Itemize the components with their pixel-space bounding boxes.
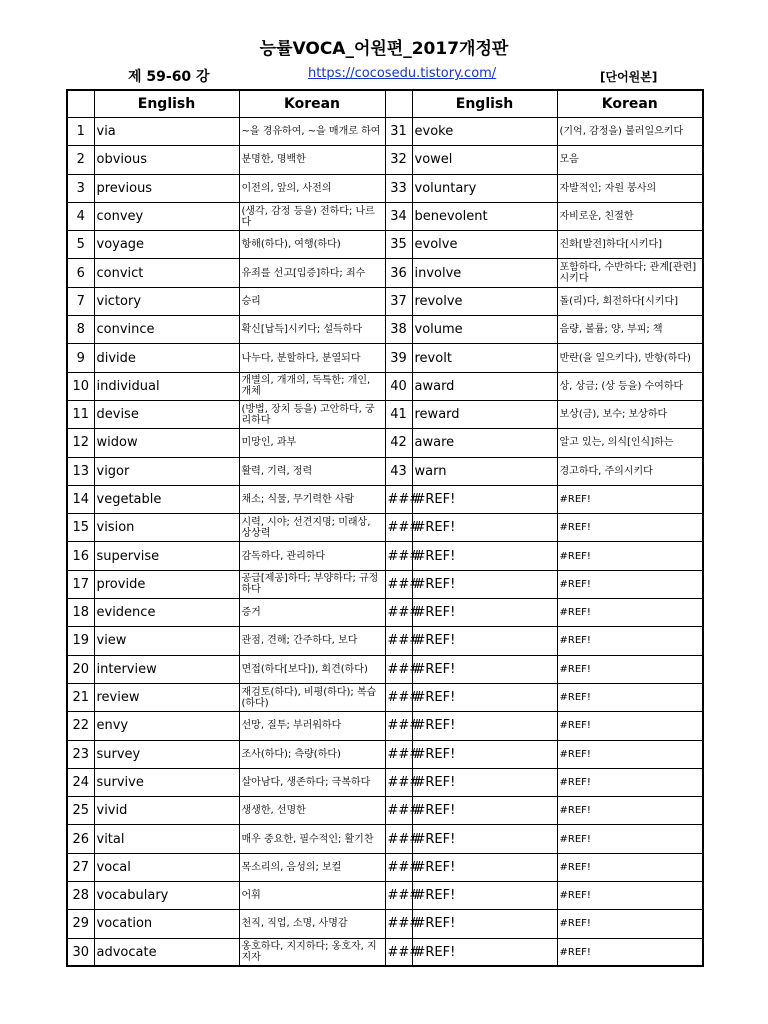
english-word: review [94,683,239,711]
header-korean-right: Korean [557,90,703,118]
row-number: 9 [67,344,94,372]
english-word: #REF! [412,768,557,796]
table-row [67,655,703,683]
korean-meaning: 재검토(하다), 비평(하다); 복습(하다) [239,683,385,711]
table-row [67,740,703,768]
english-word: revolt [412,344,557,372]
korean-meaning: #REF! [557,570,703,598]
table-row [67,853,703,881]
row-number: 32 [385,146,412,174]
row-number: 27 [67,853,94,881]
korean-meaning: 개별의, 개개의, 독특한; 개인, 개체 [239,372,385,400]
korean-meaning: 관점, 견해; 간주하다, 보다 [239,627,385,655]
blog-link[interactable]: https://cocosedu.tistory.com/ [308,66,497,81]
korean-meaning: 승리 [239,287,385,315]
english-word: vigor [94,457,239,485]
row-number: 37 [385,287,412,315]
korean-meaning: ~을 경유하여, ~을 매개로 하여 [239,118,385,146]
row-number: 38 [385,316,412,344]
table-row [67,118,703,146]
row-number: 25 [67,797,94,825]
row-number: 23 [67,740,94,768]
row-number: 11 [67,400,94,428]
row-number: 29 [67,910,94,938]
korean-meaning: 선망, 질투; 부러워하다 [239,712,385,740]
row-number: 13 [67,457,94,485]
row-number: 26 [67,825,94,853]
english-word: envy [94,712,239,740]
english-word: view [94,627,239,655]
row-number: 39 [385,344,412,372]
english-word: evoke [412,118,557,146]
korean-meaning: 증거 [239,599,385,627]
korean-meaning: 목소리의, 음성의; 보컬 [239,853,385,881]
korean-meaning: 시력, 시야; 선견지명; 미래상, 상상력 [239,514,385,542]
korean-meaning: #REF! [557,599,703,627]
row-number: ### [385,910,412,938]
english-word: divide [94,344,239,372]
korean-meaning: #REF! [557,712,703,740]
table-row [67,316,703,344]
korean-meaning: #REF! [557,938,703,966]
header-korean-left: Korean [239,90,385,118]
english-word: convey [94,202,239,230]
english-word: revolve [412,287,557,315]
korean-meaning: 유죄를 선고[입증]하다; 죄수 [239,259,385,287]
english-word: volume [412,316,557,344]
row-number: 36 [385,259,412,287]
row-number: ### [385,627,412,655]
row-number: ### [385,712,412,740]
english-word: vegetable [94,485,239,513]
table-row [67,712,703,740]
page-title: 능률VOCA_어원편_2017개정판 [259,39,509,59]
english-word: #REF! [412,570,557,598]
korean-meaning: 나누다, 분할하다, 분열되다 [239,344,385,372]
korean-meaning: #REF! [557,740,703,768]
english-word: #REF! [412,797,557,825]
header-english-left: English [94,90,239,118]
header-num-right [385,90,412,118]
row-number: 3 [67,174,94,202]
row-number: 15 [67,514,94,542]
table-row [67,372,703,400]
korean-meaning: 어휘 [239,882,385,910]
korean-meaning: #REF! [557,627,703,655]
english-word: #REF! [412,655,557,683]
korean-meaning: 돌(리)다, 회전하다[시키다] [557,287,703,315]
table-row [67,570,703,598]
row-number: 1 [67,118,94,146]
row-number: ### [385,740,412,768]
table-row [67,910,703,938]
row-number: ### [385,683,412,711]
row-number: ### [385,882,412,910]
english-word: #REF! [412,910,557,938]
row-number: ### [385,570,412,598]
korean-meaning: 활력, 기력, 정력 [239,457,385,485]
table-row [67,797,703,825]
row-number: ### [385,514,412,542]
english-word: vocabulary [94,882,239,910]
row-number: 22 [67,712,94,740]
english-word: interview [94,655,239,683]
row-number: ### [385,768,412,796]
korean-meaning: #REF! [557,910,703,938]
english-word: vocation [94,910,239,938]
english-word: individual [94,372,239,400]
english-word: victory [94,287,239,315]
english-word: #REF! [412,599,557,627]
english-word: #REF! [412,825,557,853]
korean-meaning: 면접(하다[보다]), 회견(하다) [239,655,385,683]
row-number: 30 [67,938,94,966]
korean-meaning: 생생한, 선명한 [239,797,385,825]
english-word: devise [94,400,239,428]
english-word: vowel [412,146,557,174]
korean-meaning: #REF! [557,853,703,881]
english-word: evolve [412,231,557,259]
english-word: evidence [94,599,239,627]
row-number: 12 [67,429,94,457]
english-word: convince [94,316,239,344]
row-number: 43 [385,457,412,485]
korean-meaning: #REF! [557,683,703,711]
english-word: provide [94,570,239,598]
table-row [67,599,703,627]
korean-meaning: 경고하다, 주의시키다 [557,457,703,485]
korean-meaning: 음량, 볼륨; 양, 부피; 책 [557,316,703,344]
korean-meaning: #REF! [557,485,703,513]
row-number: ### [385,655,412,683]
korean-meaning: (방법, 장치 등을) 고안하다, 궁리하다 [239,400,385,428]
table-row [67,825,703,853]
korean-meaning: 모음 [557,146,703,174]
row-number: 34 [385,202,412,230]
korean-meaning: #REF! [557,655,703,683]
row-number: 42 [385,429,412,457]
korean-meaning: 진화[발전]하다[시키다] [557,231,703,259]
english-word: #REF! [412,740,557,768]
header-english-right: English [412,90,557,118]
english-word: vocal [94,853,239,881]
korean-meaning: 미망인, 과부 [239,429,385,457]
korean-meaning: 조사(하다); 측량(하다) [239,740,385,768]
korean-meaning: 살아남다, 생존하다; 극복하다 [239,768,385,796]
table-row [67,202,703,230]
korean-meaning: (기억, 감정을) 불러일으키다 [557,118,703,146]
korean-meaning: 이전의, 앞의, 사전의 [239,174,385,202]
row-number: 40 [385,372,412,400]
table-row [67,514,703,542]
row-number: 17 [67,570,94,598]
english-word: vision [94,514,239,542]
english-word: #REF! [412,683,557,711]
english-word: voyage [94,231,239,259]
english-word: benevolent [412,202,557,230]
table-row [67,768,703,796]
vocab-table [66,89,704,967]
korean-meaning: 항해(하다), 여행(하다) [239,231,385,259]
row-number: 4 [67,202,94,230]
english-word: supervise [94,542,239,570]
korean-meaning: 옹호하다, 지지하다; 옹호자, 지지자 [239,938,385,966]
english-word: via [94,118,239,146]
table-row [67,344,703,372]
table-row [67,287,703,315]
table-row [67,542,703,570]
korean-meaning: 매우 중요한, 필수적인; 활기찬 [239,825,385,853]
korean-meaning: #REF! [557,825,703,853]
header-num-left [67,90,94,118]
english-word: #REF! [412,514,557,542]
row-number: ### [385,542,412,570]
row-number: ### [385,485,412,513]
row-number: 7 [67,287,94,315]
english-word: #REF! [412,938,557,966]
korean-meaning: 분명한, 명백한 [239,146,385,174]
table-row [67,174,703,202]
korean-meaning: #REF! [557,882,703,910]
english-word: #REF! [412,712,557,740]
korean-meaning: 확신[납득]시키다; 설득하다 [239,316,385,344]
row-number: 10 [67,372,94,400]
source-tag: [단어원본] [600,70,658,84]
english-word: #REF! [412,627,557,655]
row-number: 31 [385,118,412,146]
row-number: 19 [67,627,94,655]
table-row [67,627,703,655]
english-word: reward [412,400,557,428]
english-word: award [412,372,557,400]
row-number: 5 [67,231,94,259]
korean-meaning: 포함하다, 수반하다; 관계[관련]시키다 [557,259,703,287]
korean-meaning: (생각, 감정 등을) 전하다; 나르다 [239,202,385,230]
vocab-body [67,118,703,967]
english-word: survive [94,768,239,796]
english-word: #REF! [412,542,557,570]
row-number: 8 [67,316,94,344]
korean-meaning: 상, 상금; (상 등을) 수여하다 [557,372,703,400]
table-row [67,259,703,287]
row-number: 16 [67,542,94,570]
table-row [67,485,703,513]
english-word: #REF! [412,882,557,910]
korean-meaning: #REF! [557,514,703,542]
table-row [67,938,703,966]
english-word: previous [94,174,239,202]
korean-meaning: 공급[제공]하다; 부양하다; 규정하다 [239,570,385,598]
english-word: vivid [94,797,239,825]
korean-meaning: #REF! [557,797,703,825]
english-word: involve [412,259,557,287]
row-number: ### [385,938,412,966]
table-row [67,146,703,174]
table-header-row [67,90,703,118]
row-number: 28 [67,882,94,910]
row-number: 20 [67,655,94,683]
korean-meaning: 천직, 직업, 소명, 사명감 [239,910,385,938]
korean-meaning: 알고 있는, 의식[인식]하는 [557,429,703,457]
row-number: 35 [385,231,412,259]
english-word: warn [412,457,557,485]
table-row [67,457,703,485]
table-row [67,400,703,428]
row-number: 41 [385,400,412,428]
row-number: 6 [67,259,94,287]
korean-meaning: 반란(을 일으키다), 반항(하다) [557,344,703,372]
english-word: vital [94,825,239,853]
korean-meaning: 자발적인; 자원 봉사의 [557,174,703,202]
english-word: widow [94,429,239,457]
row-number: 24 [67,768,94,796]
row-number: 33 [385,174,412,202]
korean-meaning: 자비로운, 친절한 [557,202,703,230]
korean-meaning: 감독하다, 관리하다 [239,542,385,570]
row-number: ### [385,797,412,825]
english-word: advocate [94,938,239,966]
table-row [67,882,703,910]
lesson-label: 제 59-60 강 [128,69,210,85]
row-number: ### [385,853,412,881]
table-row [67,231,703,259]
english-word: aware [412,429,557,457]
row-number: ### [385,825,412,853]
row-number: 18 [67,599,94,627]
korean-meaning: 채소; 식물, 무기력한 사람 [239,485,385,513]
table-row [67,683,703,711]
english-word: voluntary [412,174,557,202]
english-word: #REF! [412,853,557,881]
english-word: obvious [94,146,239,174]
table-row [67,429,703,457]
korean-meaning: #REF! [557,542,703,570]
row-number: ### [385,599,412,627]
row-number: 21 [67,683,94,711]
korean-meaning: #REF! [557,768,703,796]
row-number: 2 [67,146,94,174]
english-word: convict [94,259,239,287]
row-number: 14 [67,485,94,513]
korean-meaning: 보상(금), 보수; 보상하다 [557,400,703,428]
english-word: survey [94,740,239,768]
english-word: #REF! [412,485,557,513]
